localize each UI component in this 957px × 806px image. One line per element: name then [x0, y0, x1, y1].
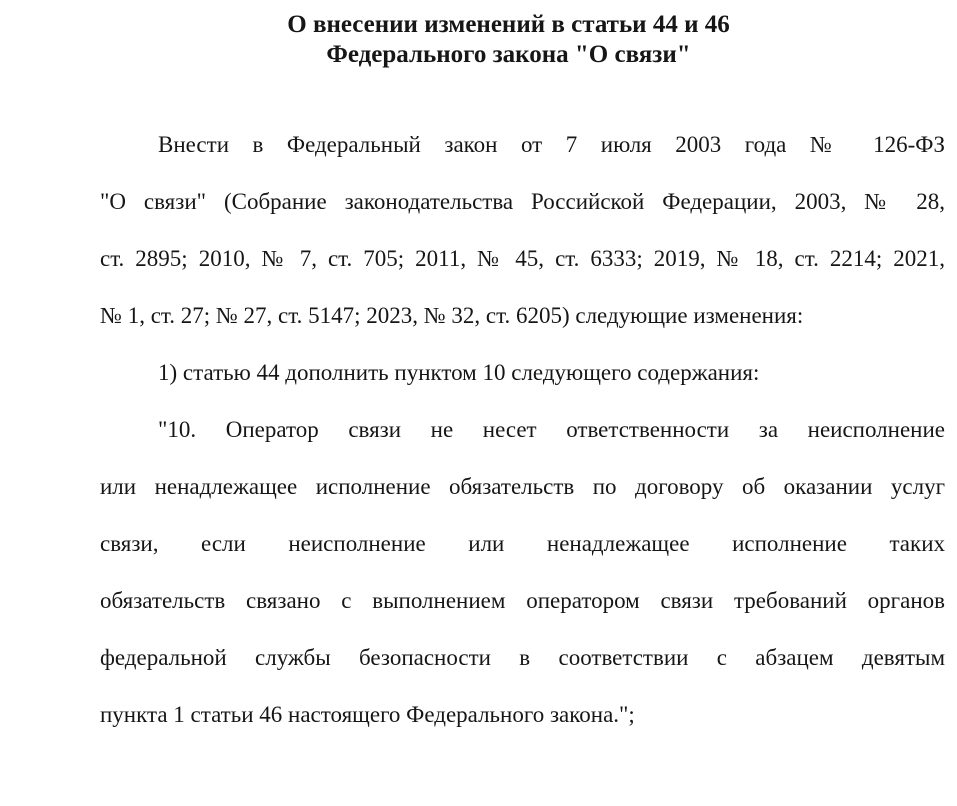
- title-line-1: О внесении изменений в статьи 44 и 46: [287, 11, 730, 38]
- text-line: "10. Оператор связи не несет ответственности за неисполнение: [158, 417, 945, 442]
- text-line: федеральной службы безопасности в соответствии с абзацем девятым: [100, 645, 945, 670]
- document-body: [0, 116, 957, 743]
- text-line: Внести в Федеральный закон от 7 июля 2003 года № 126-ФЗ: [158, 132, 945, 157]
- text-line: пункта 1 статьи 46 настоящего Федерального закона.";: [100, 702, 635, 727]
- title-line-2: Федерального закона "О связи": [326, 41, 691, 68]
- document-title: [0, 10, 957, 70]
- text-line: обязательств связано с выполнением оператором связи требований органов: [100, 588, 945, 613]
- text-line: "О связи" (Собрание законодательства Российской Федерации, 2003, № 28,: [100, 189, 945, 214]
- text-line: ст. 2895; 2010, № 7, ст. 705; 2011, № 45, ст. 6333; 2019, № 18, ст. 2214; 2021,: [100, 246, 945, 271]
- text-line: связи, если неисполнение или ненадлежащее исполнение таких: [100, 531, 945, 556]
- text-line: или ненадлежащее исполнение обязательств по договору об оказании услуг: [100, 474, 945, 499]
- text-line: 1) статью 44 дополнить пунктом 10 следующего содержания:: [158, 360, 760, 385]
- text-line: № 1, ст. 27; № 27, ст. 5147; 2023, № 32, ст. 6205) следующие изменения:: [100, 303, 804, 328]
